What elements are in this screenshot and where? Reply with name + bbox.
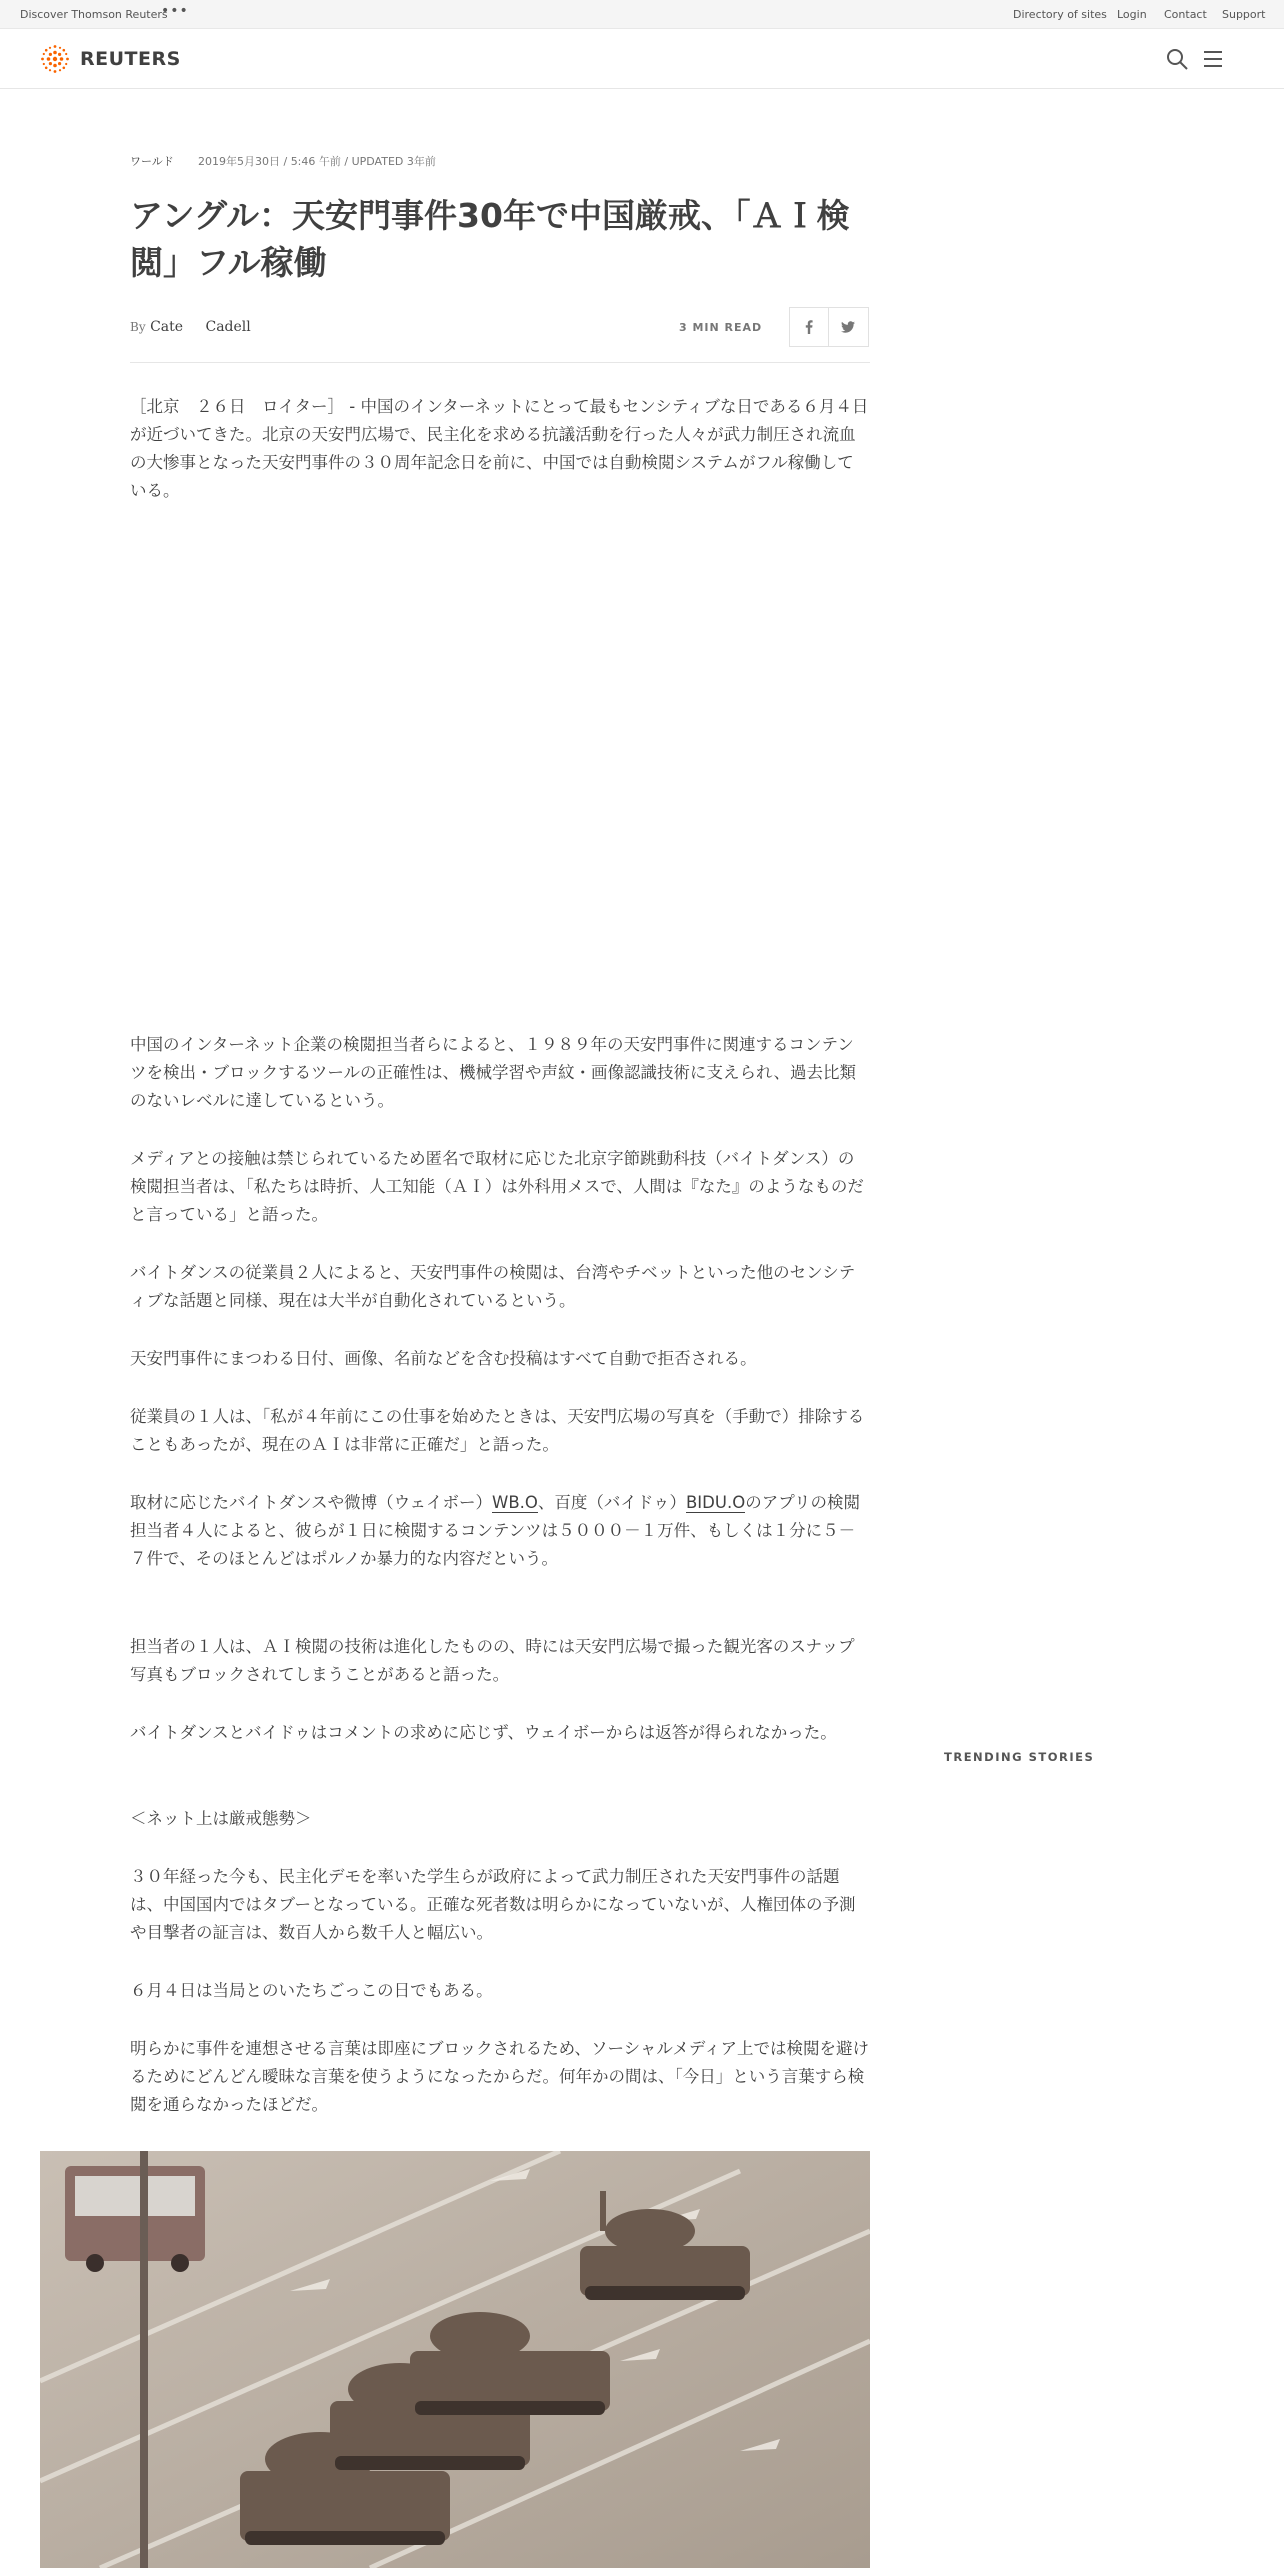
read-time: 3 MIN READ xyxy=(679,321,763,334)
article-dateline: 2019年5月30日 / 5:46 午前 / UPDATED 3年前 xyxy=(198,155,436,168)
article-paragraph: バイトダンスの従業員２人によると、天安門事件の検閲は、台湾やチベットといった他のセンシティブな話題と同様、現在は大半が自動化されているという。 xyxy=(130,1263,856,1310)
article-photo[interactable] xyxy=(40,2151,870,2568)
facebook-share-button[interactable] xyxy=(789,307,829,347)
login-link[interactable]: Login xyxy=(1117,8,1147,21)
article-paragraph: 天安門事件にまつわる日付、画像、名前などを含む投稿はすべて自動で拒否される。 xyxy=(130,1349,757,1368)
search-icon[interactable] xyxy=(1165,47,1189,71)
tanks-photo-image xyxy=(40,2151,870,2568)
article-headline: アングル：天安門事件30年で中国厳戒、「ＡＩ検閲」フル稼働 xyxy=(130,196,850,282)
author-link[interactable]: Cate xyxy=(150,319,184,335)
paragraph-text: 取材に応じたバイトダンスや微博（ウェイボー） xyxy=(130,1493,493,1512)
directory-of-sites-link[interactable]: Directory of sites xyxy=(1013,8,1107,21)
article-paragraph: メディアとの接触は禁じられているため匿名で取材に応じた北京字節跳動科技（バイトダンス）の検閲担当者は、「私たちは時折、人工知能（ＡＩ）は外科用メスで、人間は『なた』のようなものだと言っている」と語った。 xyxy=(130,1149,864,1224)
paragraph-text: のアプリの検閲担当者４人によると、彼らが１日に検閲するコンテンツは５０００－１万件、もしくは１分に５－７件で、そのほとんどはポルノか暴力的な内容だという。 xyxy=(130,1493,861,1568)
trending-stories-heading: TRENDING STORIES xyxy=(944,1750,1095,1764)
byline-prefix: By xyxy=(130,320,146,334)
article-paragraph: ３０年経った今も、民主化デモを率いた学生らが政府によって武力制圧された天安門事件の話題は、中国国内ではタブーとなっている。正確な死者数は明らかになっていないが、人権団体の予測や目撃者の証言は、数百人から数千人と幅広い。 xyxy=(130,1867,856,1942)
article-paragraph: 明らかに事件を連想させる言葉は即座にブロックされるため、ソーシャルメディア上では検閲を避けるためにどんどん曖昧な言葉を使うようになったからだ。何年かの間は、「今日」という言葉すら検閲を通らなかったほどだ。 xyxy=(130,2039,870,2114)
utility-bar xyxy=(0,0,1284,29)
article-paragraph: ６月４日は当局とのいたちごっこの日でもある。 xyxy=(130,1981,493,2000)
article-paragraph xyxy=(130,1489,870,1573)
paragraph-text: 、百度（バイドゥ） xyxy=(537,1493,686,1512)
twitter-share-button[interactable] xyxy=(829,307,869,347)
ticker-link-bidu[interactable]: BIDU.O xyxy=(685,1493,746,1512)
byline xyxy=(130,319,251,335)
article-paragraph: バイトダンスとバイドゥはコメントの求めに応じず、ウェイボーからは返答が得られなかった。 xyxy=(130,1723,837,1742)
article-paragraph: 中国のインターネット企業の検閲担当者らによると、１９８９年の天安門事件に関連するコンテンツを検出・ブロックするツールの正確性は、機械学習や声紋・画像認識技術に支えられ、過去比類のないレベルに達しているという。 xyxy=(130,1035,856,1110)
divider xyxy=(130,362,870,363)
support-link[interactable]: Support xyxy=(1222,8,1266,21)
author-link[interactable]: Cadell xyxy=(205,319,251,335)
facebook-icon xyxy=(802,320,816,334)
article-paragraph: ［北京 ２６日 ロイター］ - 中国のインターネットにとって最もセンシティブな日である６月４日が近づいてきた。北京の天安門広場で、民主化を求める抗議活動を行った人々が武力制圧され流血の大惨事となった天安門事件の３０周年記念日を前に、中国では自動検閲システムがフル稼働している。 xyxy=(130,397,869,500)
more-icon[interactable]: ••• xyxy=(161,3,189,19)
reuters-logo-mark-icon xyxy=(38,43,72,75)
ticker-link-wb[interactable]: WB.O xyxy=(492,1493,538,1512)
article-paragraph: 従業員の１人は、「私が４年前にこの仕事を始めたときは、天安門広場の写真を（手動で）排除することもあったが、現在のＡＩは非常に正確だ」と語った。 xyxy=(130,1407,865,1454)
section-link[interactable]: ワールド xyxy=(130,155,174,168)
discover-thomson-reuters-link[interactable]: Discover Thomson Reuters xyxy=(20,8,168,21)
site-header xyxy=(0,29,1284,89)
reuters-wordmark: REUTERS xyxy=(80,48,181,70)
menu-icon[interactable] xyxy=(1202,48,1224,70)
twitter-icon xyxy=(841,320,855,334)
reuters-logo[interactable] xyxy=(38,43,218,75)
article-subheading: ＜ネット上は厳戒態勢＞ xyxy=(130,1809,312,1828)
contact-link[interactable]: Contact xyxy=(1164,8,1207,21)
article-paragraph: 担当者の１人は、ＡＩ検閲の技術は進化したものの、時には天安門広場で撮った観光客のスナップ写真もブロックされてしまうことがあると語った。 xyxy=(130,1637,855,1684)
